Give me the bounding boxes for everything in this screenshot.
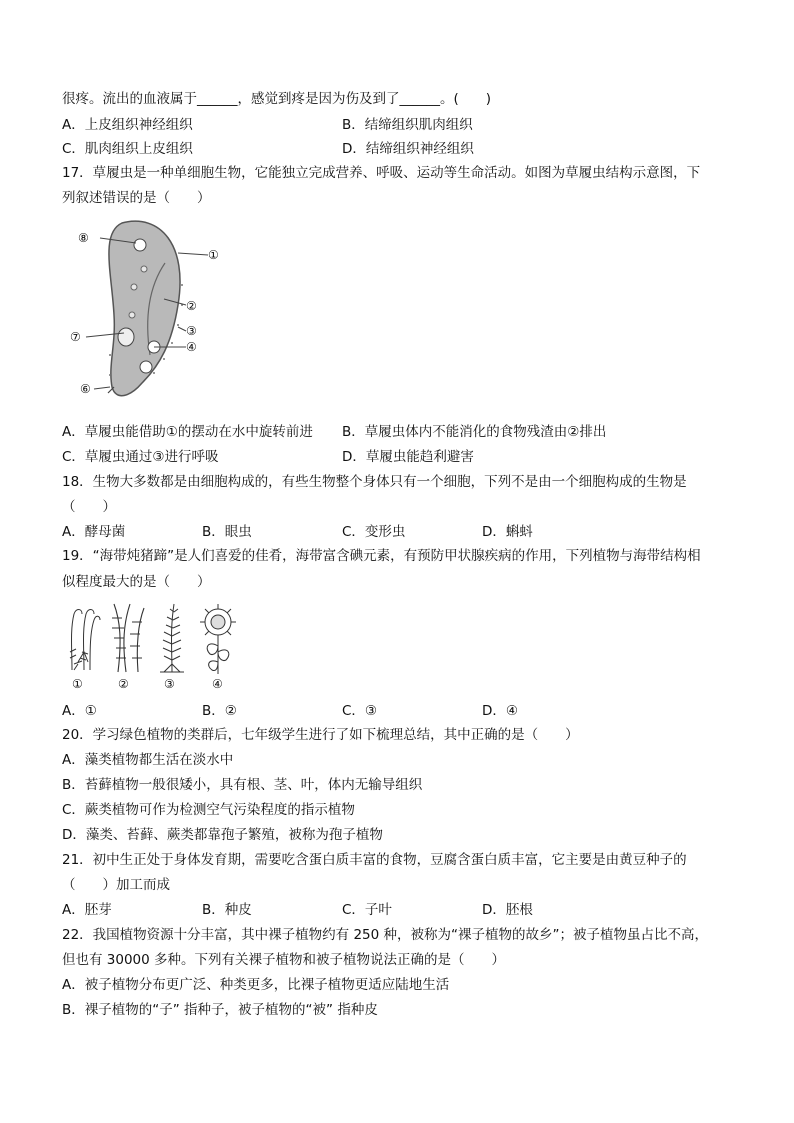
moss-plant-icon [70,610,100,671]
food-vacuole [141,266,147,272]
contractile-vacuole-top [134,239,146,251]
q18-option-c: C．变形虫 [342,524,406,540]
fern-plant-icon [160,604,184,672]
figure-label: ④ [186,340,197,354]
q20-stem: 20．学习绿色植物的类群后，七年级学生进行了如下梳理总结，其中正确的是（ ） [62,727,579,743]
q18-stem-line2: （ ） [62,499,116,515]
q22-stem-line2: 但也有 30000 多种。下列有关裸子植物和被子植物说法正确的是（ ） [62,952,506,968]
macronucleus [118,328,134,346]
q19-option-b: B．② [202,703,237,719]
algae-plant-icon [112,604,144,672]
q21-option-d: D．胚根 [482,902,533,918]
q21-option-c: C．子叶 [342,902,392,918]
sunflower-plant-icon [200,604,236,674]
contractile-vacuole-bottom [140,361,152,373]
q16-option-a: A．上皮组织神经组织 [62,117,193,133]
q17-stem-line1: 17．草履虫是一种单细胞生物，它能独立完成营养、呼吸、运动等生命活动。如图为草履虫结构示意图，下 [62,165,701,181]
q22-stem-line1: 22．我国植物资源十分丰富，其中裸子植物约有 250 种，被称为“裸子植物的故乡”；被子植物虽占比不高， [62,927,709,943]
q16-option-b: B．结缔组织肌肉组织 [342,117,473,133]
q17-option-c: C．草履虫通过③进行呼吸 [62,449,219,465]
q17-option-b: B．草履虫体内不能消化的食物残渣由②排出 [342,424,607,440]
figure-label: ② [118,677,129,691]
figure-label: ② [186,299,197,313]
q21-stem-line2: （ ）加工而成 [62,877,170,893]
figure-label: ⑦ [70,330,81,344]
q16-option-c: C．肌肉组织上皮组织 [62,141,193,157]
food-vacuole [131,284,137,290]
q20-option-c: C．蕨类植物可作为检测空气污染程度的指示植物 [62,802,355,818]
q18-option-a: A．酵母菌 [62,524,126,540]
q17-option-d: D．草履虫能趋利避害 [342,449,474,465]
q20-option-a: A．藻类植物都生活在淡水中 [62,752,234,768]
figure-label: ③ [186,324,197,338]
q19-option-d: D．④ [482,703,518,719]
q16-stem: 很疼。流出的血液属于______，感觉到疼是因为伤及到了______。( ) [62,91,492,107]
q21-stem-line1: 21．初中生正处于身体发育期，需要吃含蛋白质丰富的食物，豆腐含蛋白质丰富，它主要是由黄豆种子的 [62,852,687,868]
figure-label: ① [208,248,219,262]
q19-option-c: C．③ [342,703,378,719]
q22-option-a: A．被子植物分布更广泛、种类更多，比裸子植物更适应陆地生活 [62,977,450,993]
q19-stem-line2: 似程度最大的是（ ） [62,574,211,590]
q18-stem-line1: 18．生物大多数都是由细胞构成的，有些生物整个身体只有一个细胞，下列不是由一个细胞构成的生物是 [62,474,687,490]
q20-option-b: B．苔藓植物一般很矮小，具有根、茎、叶，体内无输导组织 [62,777,423,793]
q18-option-b: B．眼虫 [202,524,252,540]
plants-figure [60,600,240,692]
q17-stem-line2: 列叙述错误的是（ ） [62,190,211,206]
figure-label: ⑥ [80,382,91,396]
q16-option-d: D．结缔组织神经组织 [342,141,474,157]
q22-option-b: B．裸子植物的“子” 指种子，被子植物的“被” 指种皮 [62,1002,378,1018]
q17-option-a: A．草履虫能借助①的摆动在水中旋转前进 [62,424,313,440]
q18-option-d: D．蝌蚪 [482,524,533,540]
q19-option-a: A．① [62,703,97,719]
figure-label: ③ [164,677,175,691]
q21-option-b: B．种皮 [202,902,252,918]
figure-label: ⑧ [78,231,89,245]
q19-stem-line1: 19．“海带炖猪蹄”是人们喜爱的佳肴，海带富含碘元素，有预防甲状腺疾病的作用，下列植物与海带结构相 [62,548,701,564]
figure-label: ④ [212,677,223,691]
q20-option-d: D．藻类、苔藓、蕨类都靠孢子繁殖，被称为孢子植物 [62,827,383,843]
food-vacuole [129,312,135,318]
paramecium-diagram [70,215,220,415]
figure-label: ① [72,677,83,691]
q21-option-a: A．胚芽 [62,902,112,918]
